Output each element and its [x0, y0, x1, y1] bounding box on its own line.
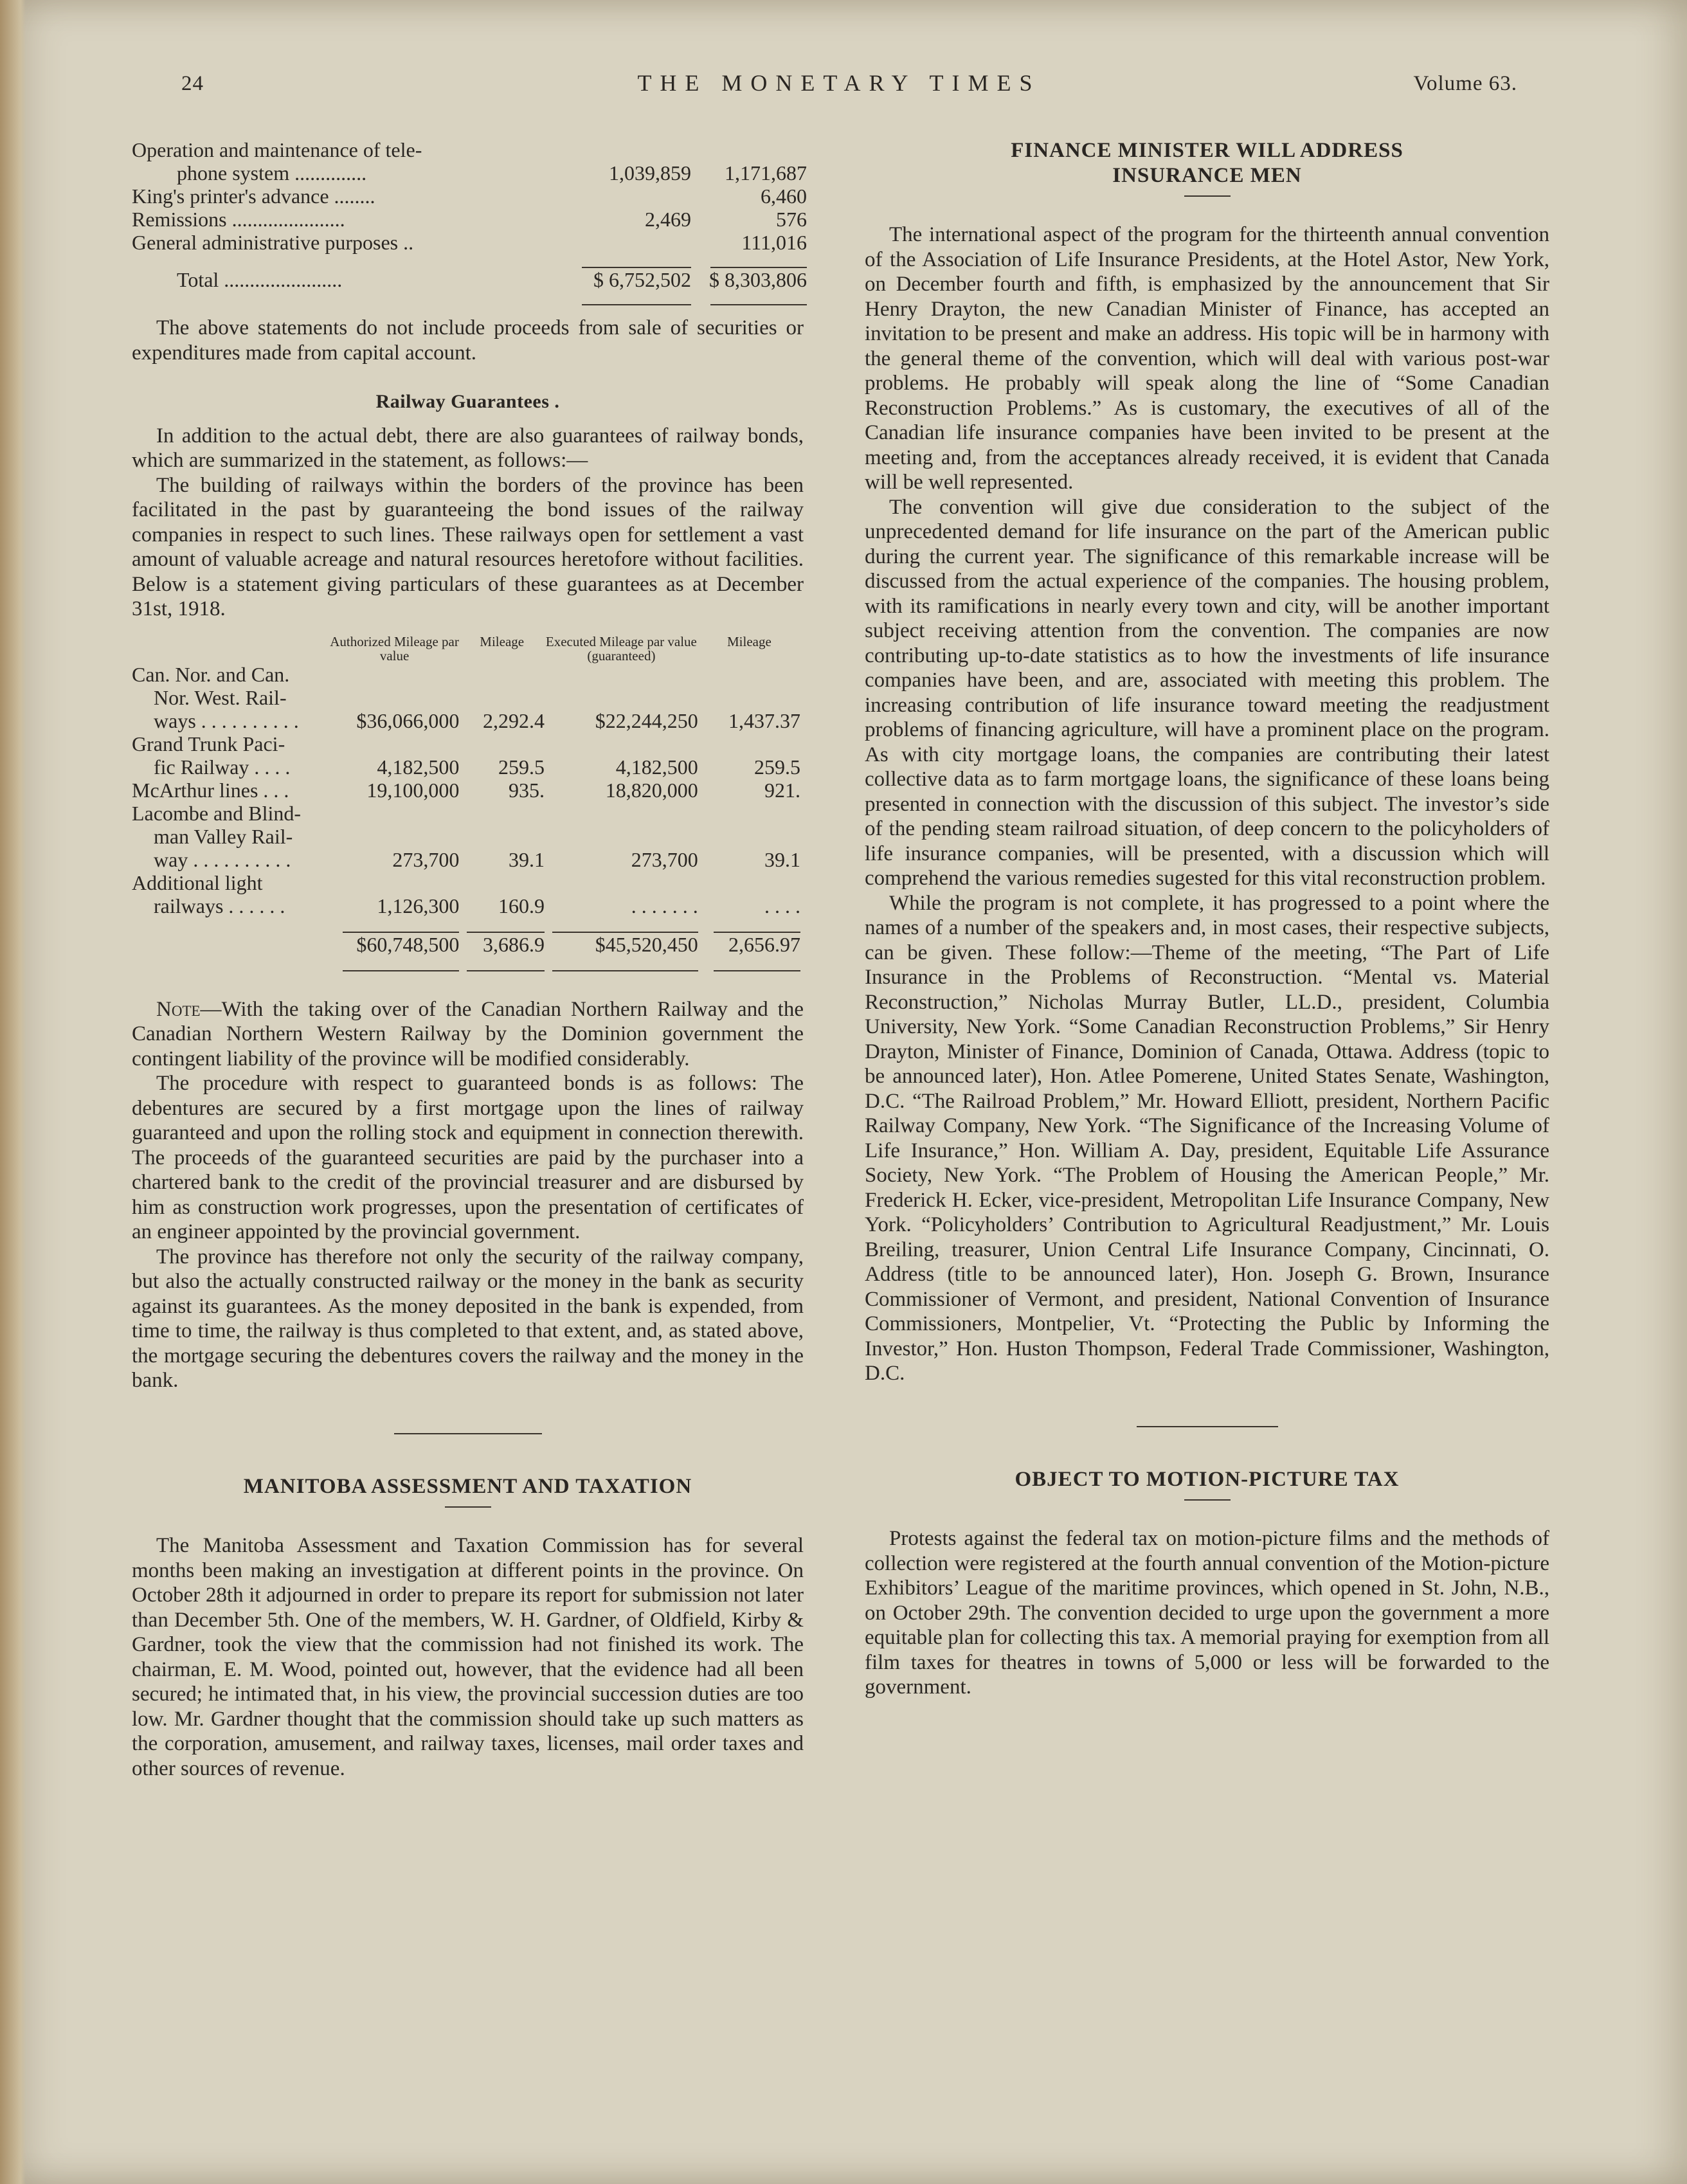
rail-authorized-value: 19,100,000 [366, 778, 460, 802]
paragraph-railway-building: The building of railways within the borders of the province has been facilitated in the past by guaranteeing the bond issues of the railway companies in respect to such lines. These railways open for settlement a vast amount of valuable acreage and natural resources heretofore without facilities. Below is a statement giving particulars of these guarantees as at December 31st, 1918. [132, 473, 804, 620]
motion-picture-heading: OBJECT TO MOTION-PICTURE TAX [1015, 1467, 1400, 1491]
rail-authorized-value: $36,066,000 [356, 708, 460, 732]
total-rule-row [132, 956, 800, 971]
note-label: Note [156, 997, 201, 1021]
table-row [132, 755, 800, 779]
rail-name-line: ways . . . . . . . . . . [154, 708, 299, 732]
finance-total-label: Total ....................... [177, 268, 343, 291]
rail-mileage-value: 259.5 [498, 755, 545, 779]
table-row [132, 825, 800, 848]
table-row [132, 709, 800, 732]
table-row [132, 231, 807, 254]
finance-minister-heading-line2: INSURANCE MEN [1112, 163, 1302, 187]
finance-row-value-2: 111,016 [741, 231, 807, 254]
rail-name-line: fic Railway . . . . [154, 755, 291, 779]
left-column [132, 138, 807, 1781]
table-row [132, 871, 800, 894]
rail-total-executed-mileage: 2,656.97 [728, 932, 800, 956]
table-row [132, 732, 800, 755]
paragraph-note [132, 997, 804, 1072]
table-row [132, 663, 800, 686]
table-row [132, 686, 800, 709]
finance-row-label: King's printer's advance ........ [132, 185, 375, 208]
rail-name-line: railways . . . . . . [154, 894, 285, 917]
rail-executed-value: 18,820,000 [605, 778, 698, 802]
finance-row-label: Remissions ...................... [132, 208, 345, 231]
finance-row-value-1 [563, 138, 691, 161]
rail-mileage-value: 160.9 [498, 894, 545, 917]
column-header-authorized: Authorized Mileage par value [330, 633, 459, 663]
rail-executed-mileage: . . . . [764, 894, 800, 917]
rail-total-mileage: 3,686.9 [483, 932, 545, 956]
table-header-row [132, 635, 800, 663]
rail-authorized-value: 1,126,300 [377, 894, 460, 917]
heading-rule [445, 1506, 491, 1508]
total-rule-row [132, 291, 807, 305]
rail-executed-mileage: 1,437.37 [728, 708, 800, 732]
page-number: 24 [181, 72, 204, 95]
paragraph-speakers: While the program is not complete, it has progressed to a point where the names of a number of the speakers and, in most cases, their respective subjects, can be given. These follow:—Theme of the meeting, “The Part of Life Insurance in the Problems of Reconstruction. “Mental vs. Material Reconstruction,” Nicholas Murray Butler, LL.D., president, Columbia University, New York. “Some Canadian Reconstruction Problems,” Sir Henry Drayton, Minister of Finance, Dominion of Canada, Ottawa. Address (topic to be announced later), Hon. Atlee Pomerene, United States Senate, Washington, D.C. “The Railroad Problem,” Mr. Howard Elliott, president, Northern Pacific Railway Company, New York. “The Significance of the Increasing Volume of Life Insurance,” Hon. William A. Day, president, Equitable Life Assurance Society, New York. “The Problem of Housing the American People,” Mr. Frederick H. Ecker, vice-president, Metropolitan Life Insurance Company, New York. “Policyholders’ Contribution to Agricultural Readjustment,” Mr. Louis Breiling, treasurer, Union Central Life Insurance Company, Cincinnati, O. Address (title to be announced later), Hon. Joseph G. Brown, Insurance Commissioner of Vermont, and president, National Convention of Insurance Commissioners, Montpelier, Vt. “Protecting the Public by Informing the Investor,” Hon. Huston Thompson, Federal Trade Commissioner, Washington, D.C. [865, 891, 1549, 1385]
rail-total-executed: $45,520,450 [595, 932, 698, 956]
finance-row-label: Operation and maintenance of tele- [132, 138, 422, 161]
rail-name-line: way . . . . . . . . . . [154, 847, 291, 871]
table-row [132, 185, 807, 208]
rail-executed-mileage: 259.5 [754, 755, 800, 779]
rail-total-authorized: $60,748,500 [356, 932, 460, 956]
column-header-executed: Executed Mileage par value (guaranteed) [545, 633, 697, 663]
total-rule-row [132, 917, 800, 933]
paragraph-statements: The above statements do not include proceeds from sale of securities or expenditures made from capital account. [132, 316, 804, 365]
column-header-mileage: Mileage [726, 633, 771, 649]
heading-rule [1184, 1499, 1231, 1501]
rail-name-line: Additional light [132, 871, 263, 894]
publication-title: THE MONETARY TIMES [637, 70, 1041, 96]
rail-executed-mileage: 39.1 [764, 847, 800, 871]
rail-name-line: McArthur lines . . . [132, 778, 289, 802]
table-row-total [132, 268, 807, 291]
rail-name-line: Nor. West. Rail- [154, 685, 287, 709]
right-column [865, 138, 1549, 1700]
page-header [161, 69, 1517, 102]
rail-executed-value: 273,700 [631, 847, 698, 871]
finance-row-value-2: 576 [776, 208, 807, 231]
finance-minister-heading-line1: FINANCE MINISTER WILL ADDRESS [1011, 139, 1403, 162]
rail-authorized-value: 4,182,500 [377, 755, 460, 779]
table-row [132, 161, 807, 185]
paragraph-international-aspect: The international aspect of the program for the thirteenth annual convention of the Association of Life Insurance Presidents, at the Hotel Astor, New York, on December fourth and fifth, is emphasized by the announcement that Sir Henry Drayton, the new Canadian Minister of Finance, has accepted an invitation to be present and make an address. His topic will be in harmony with the general theme of the convention, which will deal with various post-war problems. He probably will speak along the line of “Some Canadian Reconstruction Problems.” As is customary, the executives of all of the Canadian life insurance companies have been invited to be present at the meeting and, from the acceptances already received, it is evident that Canada will be well represented. [865, 223, 1549, 494]
finance-total-value-1: $ 6,752,502 [593, 268, 691, 291]
section-divider [1137, 1426, 1278, 1427]
table-row-total [132, 933, 800, 956]
note-text: —With the taking over of the Canadian Northern Railway and the Canadian Northern Western Railway by the Dominion government the contingent liability of the province will be modified considerably. [132, 997, 804, 1070]
paragraph-procedure: The procedure with respect to guaranteed bonds is as follows: The debentures are secured by a first mortgage upon the lines of railway guaranteed and upon the rolling stock and equipment in connection therewith. The proceeds of the guaranteed securities are paid by the purchaser into a chartered bank to the credit of the provincial treasurer and are disbursed by him as construction work progresses, upon the presentation of certificates of an engineer appointed by the provincial government. [132, 1072, 804, 1243]
finance-row-value-2: 1,171,687 [725, 161, 807, 185]
rail-name-line: Lacombe and Blind- [132, 801, 302, 825]
page-spine [0, 0, 26, 2184]
finance-row-label: General administrative purposes .. [132, 231, 414, 254]
paragraph-railway-intro: In addition to the actual debt, there are also guarantees of railway bonds, which are summarized in the statement, as follows:— [132, 424, 804, 472]
table-row [132, 848, 800, 871]
rail-mileage-value: 935. [509, 778, 545, 802]
paragraph-motion-picture: Protests against the federal tax on motion-picture films and the methods of collection were registered at the fourth annual convention of the Motion-picture Exhibitors’ League of the maritime provinces, which opened in St. John, N.B., on October 29th. The convention decided to urge upon the government a more equitable plan for collecting this tax. A memorial praying for exemption from all film taxes for theatres in towns of 5,000 or less will be forwarded to the government. [865, 1527, 1549, 1699]
rail-mileage-value: 2,292.4 [483, 708, 545, 732]
finance-row-value-1 [563, 231, 691, 254]
table-row [132, 802, 800, 825]
finance-row-value-1: 2,469 [645, 208, 691, 231]
paragraph-manitoba: The Manitoba Assessment and Taxation Commission has for several months been making an investigation at different points in the province. On October 28th it adjourned in order to prepare its report for submission not later than December 5th. One of the members, W. H. Gardner, of Oldfield, Kirby & Gardner, took the view that the commission had not finished its work. The chairman, E. M. Wood, pointed out, however, that the evidence had all been secured; he intimated that, in his view, the provincial succession duties are too low. Mr. Gardner thought that the commission should take up such matters as the corporation, amusement, and railway taxes, licenses, mail order taxes and other sources of revenue. [132, 1534, 804, 1780]
rail-name-line: Can. Nor. and Can. [132, 662, 290, 686]
finance-row-value-1 [563, 185, 691, 208]
rail-name-line: man Valley Rail- [154, 824, 293, 848]
railway-guarantees-table [132, 635, 800, 971]
rail-executed-value: . . . . . . . [631, 894, 698, 917]
rail-executed-value: 4,182,500 [615, 755, 698, 779]
railway-guarantees-heading: Railway Guarantees . [375, 391, 560, 412]
table-row [132, 208, 807, 231]
finance-row-value-1: 1,039,859 [609, 161, 691, 185]
manitoba-heading: MANITOBA ASSESSMENT AND TAXATION [243, 1474, 692, 1498]
table-row [132, 779, 800, 802]
finance-table [132, 138, 807, 305]
table-row [132, 894, 800, 917]
finance-row-value-2: 6,460 [761, 185, 807, 208]
finance-row-label: phone system .............. [177, 161, 367, 185]
heading-rule [1184, 195, 1231, 197]
paragraph-province: The province has therefore not only the security of the railway company, but also the actually constructed railway or the money in the bank as security against its guarantees. As the money deposited in the bank is expended, from time to time, the railway is thus completed to that extent, and, as stated above, the mortgage securing the debentures covers the railway and the money in the bank. [132, 1245, 804, 1392]
finance-total-value-2: $ 8,303,806 [709, 268, 807, 291]
total-rule-row [132, 254, 807, 268]
rail-executed-value: $22,244,250 [595, 708, 698, 732]
paragraph-convention-consideration: The convention will give due consideration to the subject of the unprecedented demand for life insurance on the part of the American public during the current year. The significance of this remarkable increase will be discussed from the actual experience of the companies. The housing problem, with its ramifications in nearly every town and city, will be another important subject receiving attention from the convention. The companies are now contributing up-to-date statistics as to how the investments of life insurance companies have been, and are, associated with meeting this problem. The increasing contribution of life insurance toward meeting the readjustment problems of financing agriculture, will have a prominent place on the program. As with city mortgage loans, the companies are contributing their latest collective data as to farm mortgage loans, the significance of these loans being presented in connection with the discussion of this subject. The investor’s side of the pending steam railroad situation, of deep concern to the policyholders of life insurance companies, will be presented, with a discussion which will comprehend the various remedies sugested for this vital reconstruction problem. [865, 495, 1549, 890]
column-header-mileage: Mileage [480, 633, 525, 649]
rail-executed-mileage: 921. [764, 778, 800, 802]
section-divider [394, 1433, 542, 1434]
finance-row-value-2 [691, 138, 807, 161]
table-row [132, 138, 807, 161]
rail-authorized-value: 273,700 [392, 847, 460, 871]
volume-label: Volume 63. [1413, 72, 1517, 95]
rail-mileage-value: 39.1 [509, 847, 545, 871]
rail-name-line: Grand Trunk Paci- [132, 732, 285, 755]
